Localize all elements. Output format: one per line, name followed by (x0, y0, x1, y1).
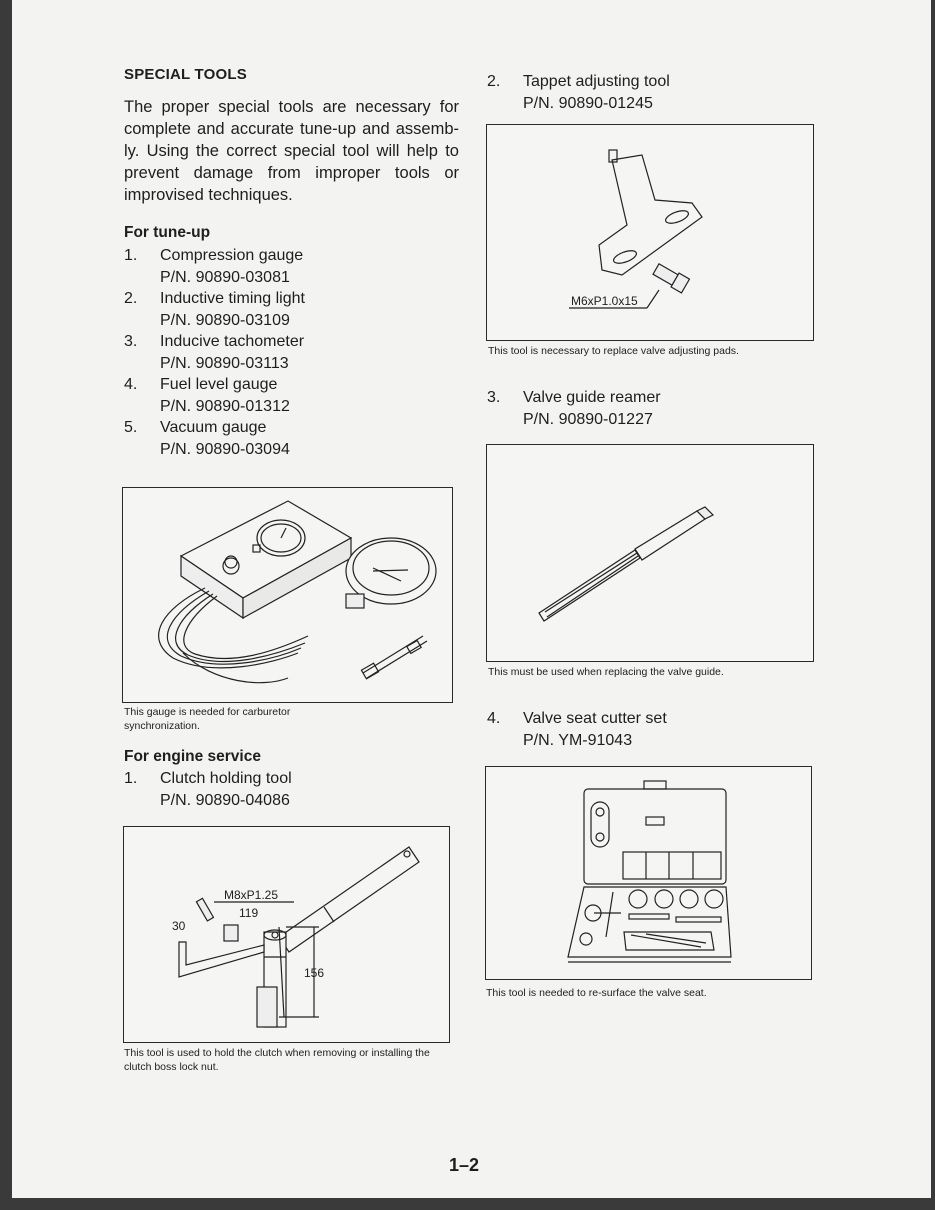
part-number: P/N. 90890-03081 (160, 268, 290, 286)
tool-name: Vacuum gauge (160, 419, 267, 436)
engine-service-item: 4. Valve seat cutter set P/N. YM-91043 (487, 708, 667, 751)
figure-caption: This gauge is needed for carburetor synchronization. (124, 706, 291, 732)
part-number: P/N. 90890-01227 (523, 410, 653, 428)
tool-name: Fuel level gauge (160, 376, 278, 393)
bolt-spec-label: M6xP1.0x15 (571, 294, 638, 308)
part-number: P/N. 90890-04086 (160, 791, 290, 809)
dimension-156: 156 (304, 966, 325, 980)
part-number: P/N. 90890-03113 (160, 354, 289, 372)
part-number: P/N. 90890-01245 (523, 94, 653, 112)
dimension-119: 119 (239, 906, 259, 920)
figure-caption: This tool is used to hold the clutch when removing or installing the clutch boss lock nut. (124, 1047, 430, 1073)
tune-up-item: 1. Compression gauge P/N. 90890-03081 (124, 245, 303, 288)
part-number: P/N. 90890-03109 (160, 311, 290, 329)
part-number: P/N. YM-91043 (523, 731, 633, 749)
figure-caption: This tool is necessary to replace valve adjusting pads. (488, 345, 739, 357)
tune-up-item: 3. Inducive tachometer P/N. 90890-03113 (124, 331, 304, 374)
section-title: SPECIAL TOOLS (124, 66, 247, 83)
tool-name: Valve seat cutter set (523, 710, 667, 727)
tune-up-heading: For tune-up (124, 224, 211, 241)
tool-name: Valve guide reamer (523, 389, 661, 406)
tool-name: Inductive timing light (160, 290, 305, 307)
figure-caption: This must be used when replacing the valve guide. (488, 666, 724, 678)
engine-service-item: 1. Clutch holding tool P/N. 90890-04086 (124, 768, 292, 811)
bolt-spec-label: M8xP1.25 (224, 888, 279, 902)
tool-name: Inducive tachometer (160, 333, 305, 350)
engine-service-heading: For engine service (124, 748, 261, 765)
engine-service-item: 3. Valve guide reamer P/N. 90890-01227 (487, 387, 661, 430)
tune-up-item: 2. Inductive timing light P/N. 90890-03109 (124, 288, 305, 331)
scan-edge (931, 0, 935, 1210)
gauge-set-illustration (123, 488, 452, 702)
figure-caption: This tool is needed to re-surface the valve seat. (486, 987, 707, 999)
part-number: P/N. 90890-01312 (160, 397, 290, 415)
figure-tune-up-gauges (122, 487, 453, 703)
figure-valve-seat-cutter-set (485, 766, 812, 980)
intro-paragraph: The proper special tools are necessary for complete and accurate tune-up and assemb-ly. Using the correct special tool will help to prevent damage from improper tools or improvised techniques. (124, 98, 459, 204)
part-number: P/N. 90890-03094 (160, 440, 290, 458)
figure-valve-guide-reamer (486, 444, 814, 662)
tappet-tool-illustration (487, 125, 813, 340)
page-number: 1–2 (449, 1155, 480, 1175)
reamer-illustration (487, 445, 813, 661)
tune-up-item: 5. Vacuum gauge P/N. 90890-03094 (124, 417, 290, 460)
figure-tappet-adjusting-tool (486, 124, 814, 341)
tool-name: Tappet adjusting tool (523, 73, 670, 90)
tool-name: Compression gauge (160, 247, 304, 264)
cutter-set-case-illustration (486, 767, 811, 979)
figure-clutch-holding-tool (123, 826, 450, 1043)
clutch-tool-illustration (124, 827, 449, 1042)
dimension-30: 30 (172, 919, 186, 933)
engine-service-item: 2. Tappet adjusting tool P/N. 90890-01245 (487, 71, 670, 114)
tool-name: Clutch holding tool (160, 770, 292, 787)
tune-up-item: 4. Fuel level gauge P/N. 90890-01312 (124, 374, 290, 417)
